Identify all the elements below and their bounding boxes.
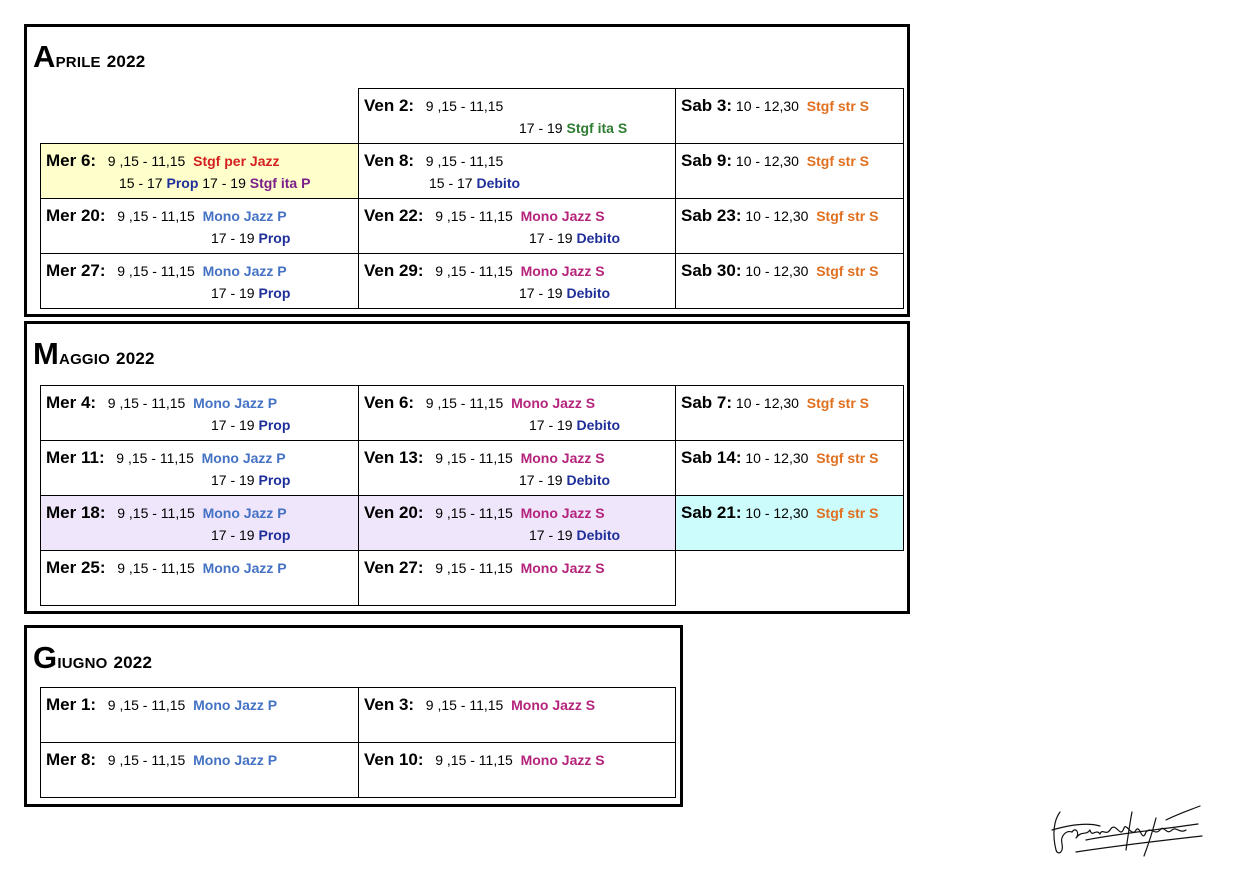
cell-sab-14[interactable]: Sab 14: 10 - 12,30 Stgf str S <box>676 441 904 496</box>
cell-sab-7[interactable]: Sab 7: 10 - 12,30 Stgf str S <box>676 386 904 441</box>
cell-ven-13[interactable]: Ven 13: 9 ,15 - 11,15 Mono Jazz S 17 - 19 Debito <box>359 441 676 496</box>
cell-ven-10[interactable]: Ven 10: 9 ,15 - 11,15 Mono Jazz S <box>359 743 676 798</box>
cell-sab-23[interactable]: Sab 23: 10 - 12,30 Stgf str S <box>676 199 904 254</box>
tag-debito: Debito <box>576 417 621 433</box>
month-title-may: MAGGIO 2022 <box>33 336 155 371</box>
tag-mono-jazz-p: Mono Jazz P <box>202 560 287 576</box>
tag-mono-jazz-s: Mono Jazz S <box>511 395 596 411</box>
cell-mer-4[interactable]: Mer 4: 9 ,15 - 11,15 Mono Jazz P 17 - 19 Prop <box>41 386 359 441</box>
tag-mono-jazz-s: Mono Jazz S <box>520 752 605 768</box>
tag-stgf-str-s: Stgf str S <box>816 208 879 224</box>
tag-mono-jazz-p: Mono Jazz P <box>202 263 287 279</box>
tag-stgf-str-s: Stgf str S <box>806 98 869 114</box>
tag-prop: Prop <box>258 230 291 246</box>
tag-debito: Debito <box>566 285 611 301</box>
month-june <box>24 625 683 807</box>
tag-stgf-ita-p: Stgf ita P <box>249 175 311 191</box>
cell-ven-27[interactable]: Ven 27: 9 ,15 - 11,15 Mono Jazz S <box>359 551 676 606</box>
cell-sab-30[interactable]: Sab 30: 10 - 12,30 Stgf str S <box>676 254 904 309</box>
tag-stgf-str-s: Stgf str S <box>806 395 869 411</box>
cell-mer-18[interactable]: Mer 18: 9 ,15 - 11,15 Mono Jazz P 17 - 19 Prop <box>41 496 359 551</box>
tag-prop: Prop <box>258 285 291 301</box>
cell-mer-27[interactable]: Mer 27: 9 ,15 - 11,15 Mono Jazz P 17 - 19 Prop <box>41 254 359 309</box>
tag-stgf-per-jazz: Stgf per Jazz <box>193 153 280 169</box>
tag-mono-jazz-s: Mono Jazz S <box>520 450 605 466</box>
tag-stgf-str-s: Stgf str S <box>816 450 879 466</box>
cell-mer-11[interactable]: Mer 11: 9 ,15 - 11,15 Mono Jazz P 17 - 19 Prop <box>41 441 359 496</box>
tag-stgf-ita-s: Stgf ita S <box>566 120 628 136</box>
june-calendar-table <box>40 687 676 798</box>
tag-debito: Debito <box>566 472 611 488</box>
cell-mer-20[interactable]: Mer 20: 9 ,15 - 11,15 Mono Jazz P 17 - 19 Prop <box>41 199 359 254</box>
empty-cell <box>41 89 359 144</box>
cell-ven-22[interactable]: Ven 22: 9 ,15 - 11,15 Mono Jazz S 17 - 19 Debito <box>359 199 676 254</box>
tag-prop: Prop <box>258 417 291 433</box>
tag-mono-jazz-p: Mono Jazz P <box>193 395 278 411</box>
tag-prop: Prop <box>258 472 291 488</box>
tag-mono-jazz-s: Mono Jazz S <box>520 505 605 521</box>
april-calendar-table <box>40 88 904 309</box>
cell-mer-25[interactable]: Mer 25: 9 ,15 - 11,15 Mono Jazz P <box>41 551 359 606</box>
tag-debito: Debito <box>576 230 621 246</box>
empty-cell <box>676 551 904 606</box>
month-april <box>24 24 910 317</box>
tag-debito: Debito <box>576 527 621 543</box>
cell-sab-21[interactable]: Sab 21: 10 - 12,30 Stgf str S <box>676 496 904 551</box>
cell-mer-8[interactable]: Mer 8: 9 ,15 - 11,15 Mono Jazz P <box>41 743 359 798</box>
tag-mono-jazz-p: Mono Jazz P <box>193 697 278 713</box>
tag-debito: Debito <box>476 175 521 191</box>
cell-mer-6[interactable]: Mer 6: 9 ,15 - 11,15 Stgf per Jazz 15 - 17 Prop 17 - 19 Stgf ita P <box>41 144 359 199</box>
tag-prop: Prop <box>166 175 199 191</box>
tag-stgf-str-s: Stgf str S <box>816 263 879 279</box>
cell-ven-20[interactable]: Ven 20: 9 ,15 - 11,15 Mono Jazz S 17 - 19 Debito <box>359 496 676 551</box>
cell-ven-29[interactable]: Ven 29: 9 ,15 - 11,15 Mono Jazz S 17 - 19 Debito <box>359 254 676 309</box>
tag-mono-jazz-s: Mono Jazz S <box>520 263 605 279</box>
handwritten-signature-icon <box>1046 800 1206 862</box>
tag-prop: Prop <box>258 527 291 543</box>
tag-mono-jazz-s: Mono Jazz S <box>511 697 596 713</box>
tag-mono-jazz-s: Mono Jazz S <box>520 560 605 576</box>
tag-mono-jazz-p: Mono Jazz P <box>193 752 278 768</box>
tag-mono-jazz-p: Mono Jazz P <box>202 505 287 521</box>
cell-sab-9[interactable]: Sab 9: 10 - 12,30 Stgf str S <box>676 144 904 199</box>
tag-mono-jazz-p: Mono Jazz P <box>201 450 286 466</box>
cell-ven-8[interactable]: Ven 8: 9 ,15 - 11,15 15 - 17 Debito <box>359 144 676 199</box>
cell-sab-3[interactable]: Sab 3: 10 - 12,30 Stgf str S <box>676 89 904 144</box>
tag-mono-jazz-s: Mono Jazz S <box>520 208 605 224</box>
month-may <box>24 321 910 614</box>
may-calendar-table <box>40 385 904 606</box>
tag-mono-jazz-p: Mono Jazz P <box>202 208 287 224</box>
cell-ven-3[interactable]: Ven 3: 9 ,15 - 11,15 Mono Jazz S <box>359 688 676 743</box>
cell-ven-2[interactable]: Ven 2: 9 ,15 - 11,15 17 - 19 Stgf ita S <box>359 89 676 144</box>
cell-ven-6[interactable]: Ven 6: 9 ,15 - 11,15 Mono Jazz S 17 - 19 Debito <box>359 386 676 441</box>
cell-mer-1[interactable]: Mer 1: 9 ,15 - 11,15 Mono Jazz P <box>41 688 359 743</box>
month-title-april: APRILE 2022 <box>33 39 146 74</box>
tag-stgf-str-s: Stgf str S <box>816 505 879 521</box>
month-title-june: GIUGNO 2022 <box>33 640 153 675</box>
tag-stgf-str-s: Stgf str S <box>806 153 869 169</box>
